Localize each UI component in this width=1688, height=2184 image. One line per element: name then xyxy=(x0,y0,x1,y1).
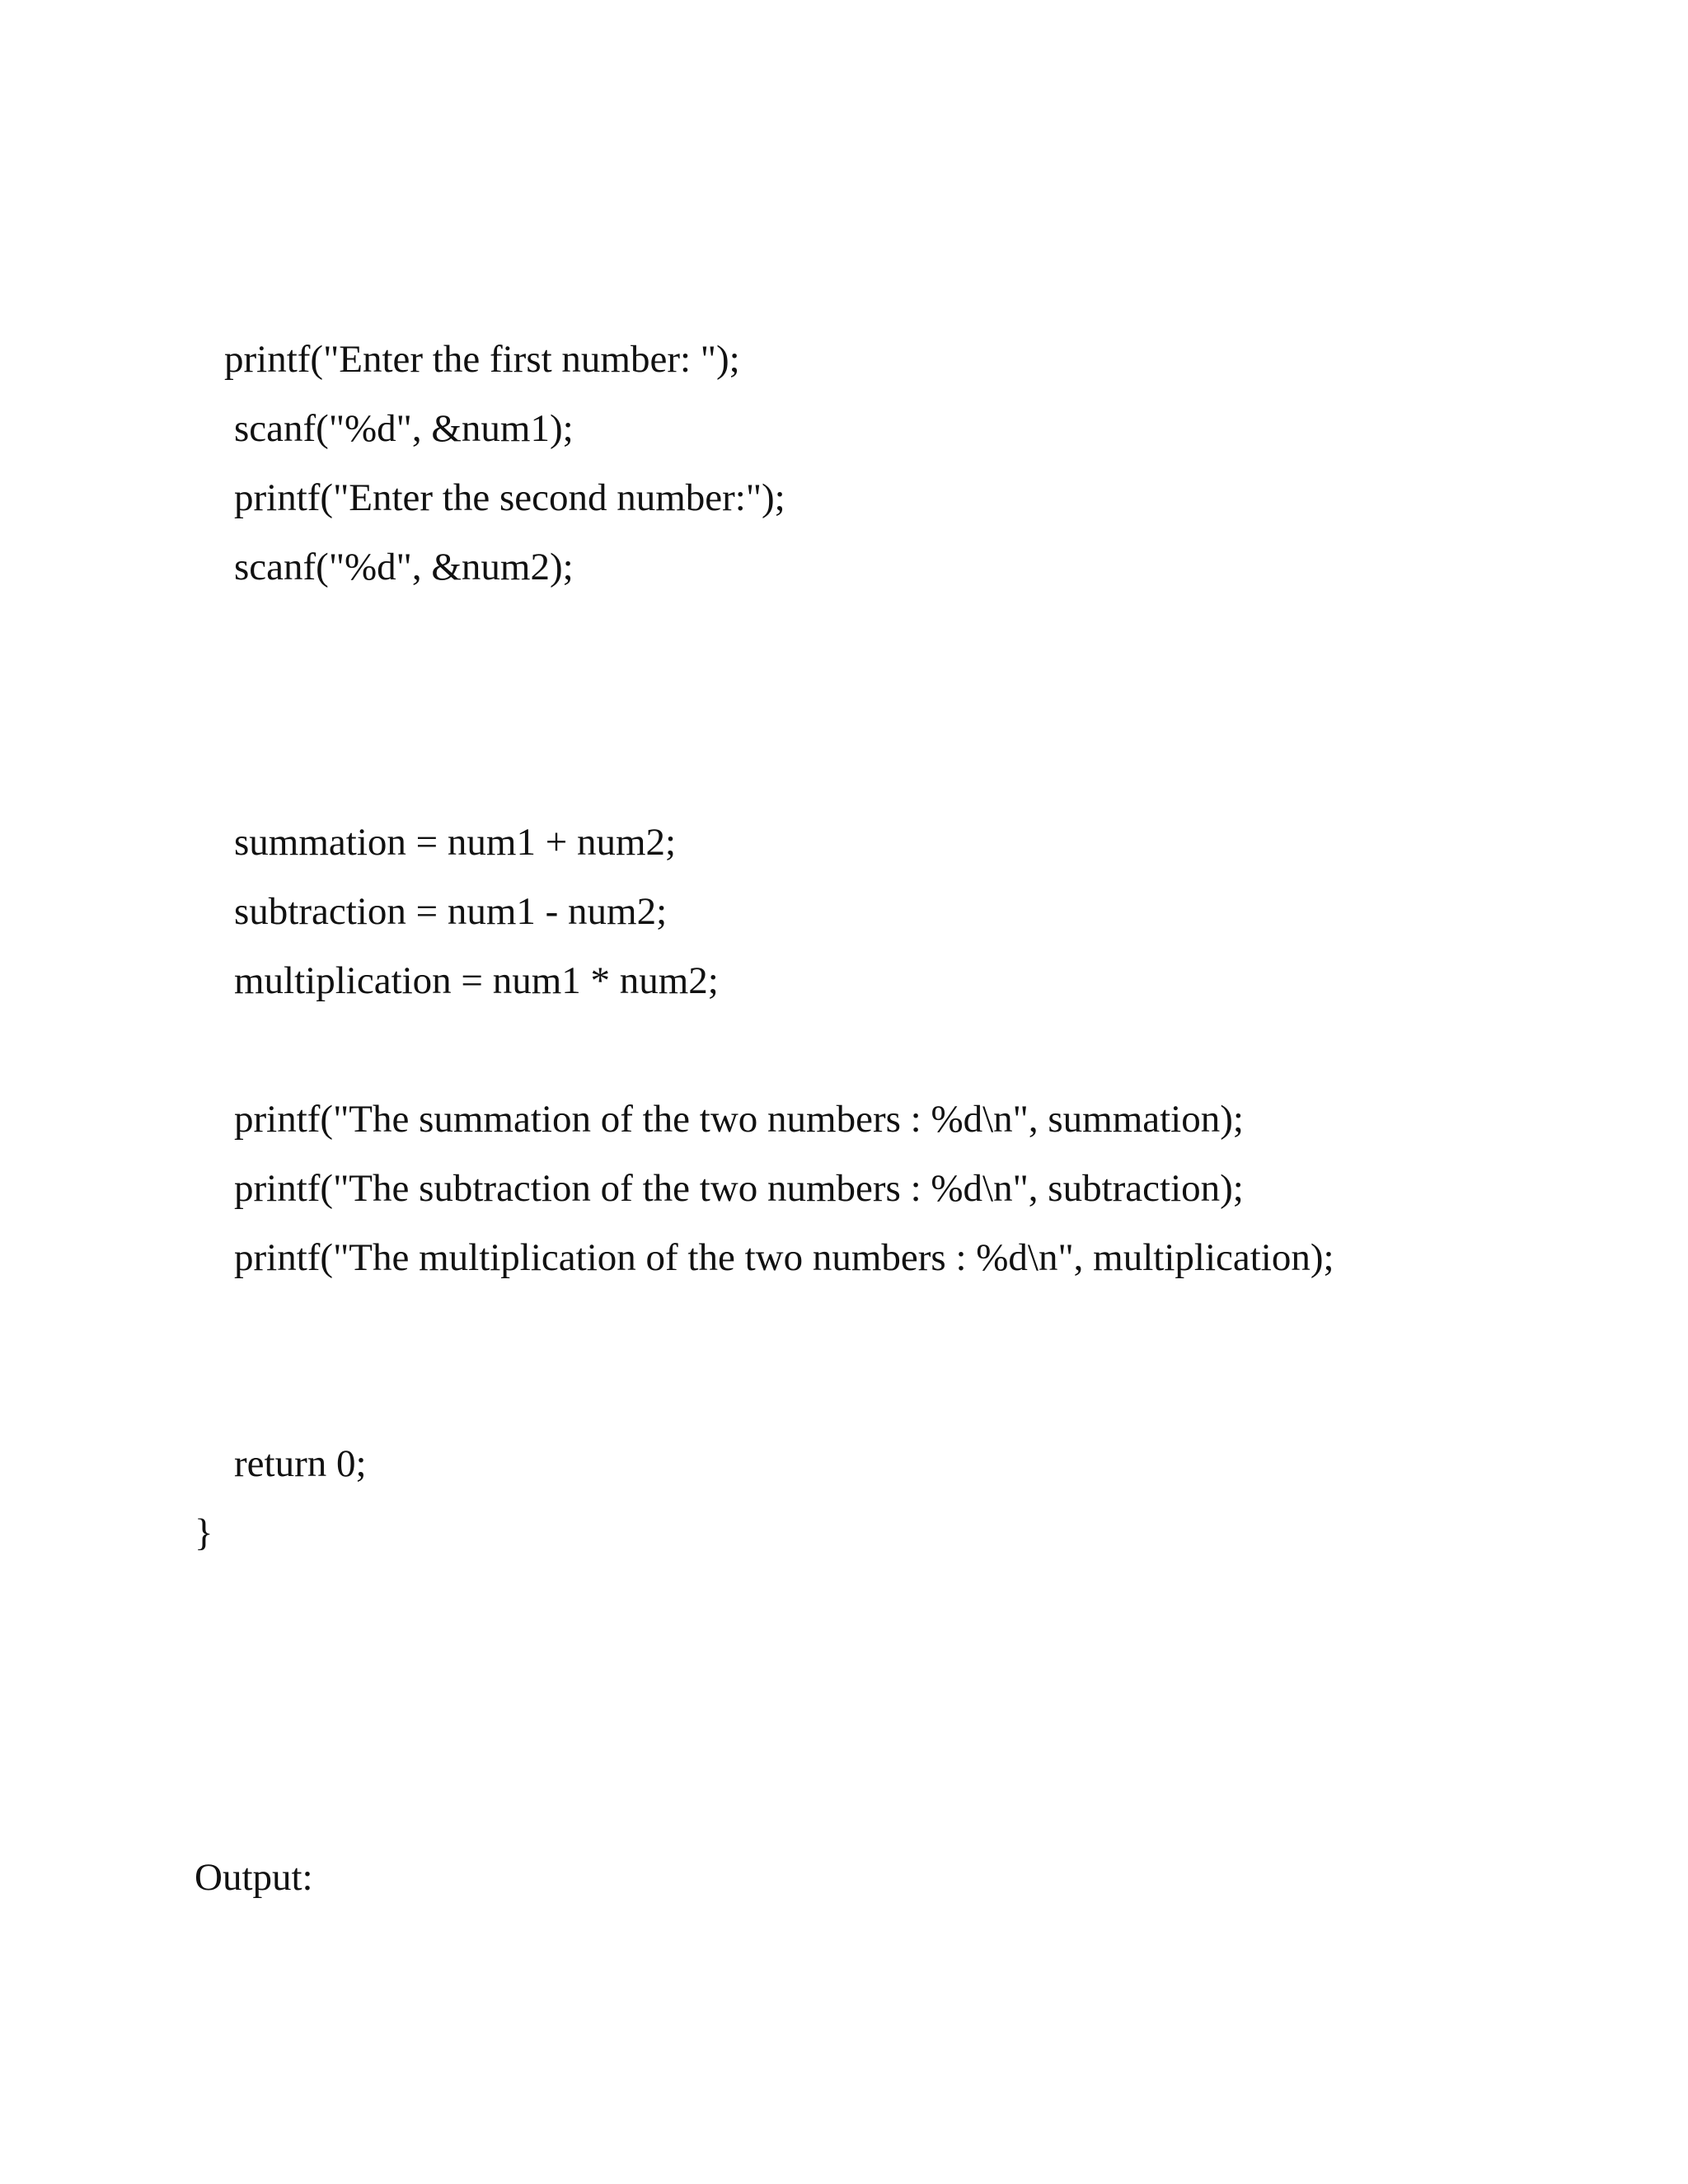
output-label: Output: xyxy=(195,1856,313,1899)
code-line-printf-first-number: printf("Enter the first number: "); xyxy=(224,338,740,381)
code-line-summation: summation = num1 + num2; xyxy=(234,821,677,864)
code-line-scanf-num2: scanf("%d", &num2); xyxy=(234,546,574,588)
code-line-closing-brace: } xyxy=(195,1511,213,1554)
code-line-print-multiplication: printf("The multiplication of the two numbers : %d\n", multiplication); xyxy=(234,1236,1334,1279)
code-line-scanf-num1: scanf("%d", &num1); xyxy=(234,407,574,450)
code-line-return: return 0; xyxy=(234,1442,367,1485)
code-line-print-summation: printf("The summation of the two numbers : %d\n", summation); xyxy=(234,1098,1244,1141)
code-line-print-subtraction: printf("The subtraction of the two numbers : %d\n", subtraction); xyxy=(234,1167,1244,1210)
code-line-subtraction: subtraction = num1 - num2; xyxy=(234,890,668,933)
code-line-multiplication: multiplication = num1 * num2; xyxy=(234,959,719,1002)
code-line-printf-second-number: printf("Enter the second number:"); xyxy=(234,476,785,519)
